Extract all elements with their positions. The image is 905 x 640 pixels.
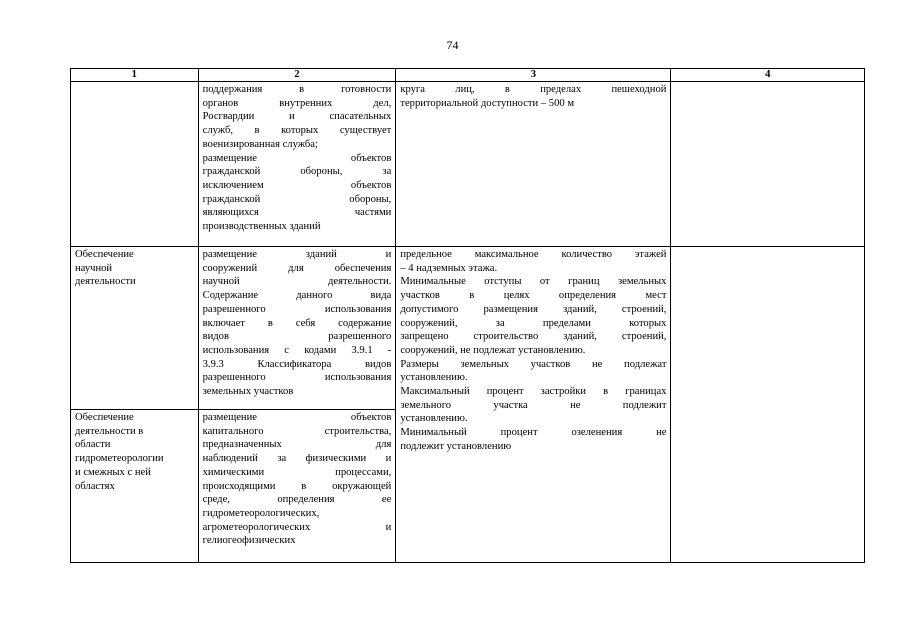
text-line: поддержания в готовности bbox=[202, 84, 392, 95]
header-col-4: 4 bbox=[671, 69, 865, 82]
text-line: Содержание данного вида bbox=[202, 290, 392, 302]
text-line: исключением объектов bbox=[202, 179, 392, 191]
text-line: среде, определения ее bbox=[202, 494, 392, 506]
cell-continued-col3 bbox=[396, 82, 671, 247]
text-line: размещение зданий и bbox=[202, 249, 392, 260]
text-line: участков в целях определения мест bbox=[400, 290, 667, 302]
cell-science-col2 bbox=[198, 247, 396, 410]
cell-merged-col3-parameters bbox=[396, 247, 671, 563]
header-col-2: 2 bbox=[198, 69, 396, 82]
text-line: территориальной доступности – 500 м bbox=[400, 97, 575, 109]
text-line: сооружений для обеспечения bbox=[202, 262, 392, 274]
text-line: земельного участка не подлежит bbox=[400, 399, 667, 411]
text-line: Росгвардии и спасательных bbox=[202, 111, 392, 123]
header-col-1: 1 bbox=[71, 69, 199, 82]
text-line: разрешенного использования bbox=[202, 303, 392, 315]
text-line: служб, в которых существует bbox=[202, 125, 392, 137]
text-line: установлению. bbox=[400, 372, 468, 384]
text-line: военизированная служба; bbox=[202, 138, 318, 150]
cell-continued-col1 bbox=[71, 82, 199, 247]
text-line: научной bbox=[75, 262, 113, 274]
text-line: агрометеорологических и bbox=[202, 521, 392, 533]
cell-hydromet-col1 bbox=[71, 410, 199, 563]
text-line: Минимальный процент озеленения не bbox=[400, 427, 667, 439]
text-line: областях bbox=[75, 480, 115, 492]
text-line: размещение объектов bbox=[202, 152, 392, 164]
text-line: разрешенного использования bbox=[202, 372, 392, 384]
page-number: 74 bbox=[446, 38, 459, 52]
header-col-3: 3 bbox=[396, 69, 671, 82]
text-line: 3.9.3 Классификатора видов bbox=[202, 358, 392, 370]
text-line: видов разрешенного bbox=[202, 331, 392, 343]
text-line: органов внутренних дел, bbox=[202, 97, 392, 109]
text-line: производственных зданий bbox=[202, 221, 321, 233]
text-line: деятельности в bbox=[75, 425, 144, 437]
table-row bbox=[71, 82, 865, 247]
cell-continued-col2 bbox=[198, 82, 396, 247]
cell-continued-col4 bbox=[671, 82, 865, 247]
text-line: и смежных с ней bbox=[75, 466, 151, 478]
text-line: гражданской обороны, за bbox=[202, 166, 392, 178]
text-line: предельное максимальное количество этажей bbox=[400, 249, 667, 260]
text-line: деятельности bbox=[75, 276, 136, 288]
text-line: Обеспечение bbox=[75, 412, 134, 423]
text-line: области bbox=[75, 439, 111, 451]
text-line: сооружений, за пределами которых bbox=[400, 317, 667, 329]
text-line: сооружений, не подлежат установлению. bbox=[400, 344, 586, 356]
text-line: Размеры земельных участков не подлежат bbox=[400, 358, 667, 370]
cell-hydromet-col2 bbox=[198, 410, 396, 563]
text-line: происходящими в окружающей bbox=[202, 480, 392, 492]
text-line: гидрометеорологии bbox=[75, 453, 164, 465]
text-line: установлению. bbox=[400, 413, 468, 425]
text-line: Максимальный процент застройки в границах bbox=[400, 386, 667, 398]
cell-merged-col4 bbox=[671, 247, 865, 563]
text-line: допустимого размещения зданий, строений, bbox=[400, 303, 667, 315]
cell-science-col1 bbox=[71, 247, 199, 410]
text-line: являющихся частями bbox=[202, 207, 392, 219]
regulations-table bbox=[70, 68, 865, 563]
text-line: наблюдений за физическими и bbox=[202, 453, 392, 465]
text-line: – 4 надземных этажа. bbox=[400, 262, 498, 274]
text-line: гражданской обороны, bbox=[202, 193, 392, 205]
text-line: земельных участков bbox=[202, 386, 294, 398]
text-line: подлежит установлению bbox=[400, 440, 512, 452]
text-line: размещение объектов bbox=[202, 412, 392, 423]
text-line: предназначенных для bbox=[202, 439, 392, 451]
text-line: использования с кодами 3.9.1 - bbox=[202, 344, 392, 356]
text-line: гидрометеорологических, bbox=[202, 507, 320, 519]
text-line: капитального строительства, bbox=[202, 425, 392, 437]
text-line: круга лиц, в пределах пешеходной bbox=[400, 84, 667, 95]
text-line: научной деятельности. bbox=[202, 276, 392, 288]
text-line: Обеспечение bbox=[75, 249, 134, 260]
text-line: гелиогеофизических bbox=[202, 535, 296, 547]
text-line: включает в себя содержание bbox=[202, 317, 392, 329]
text-line: Минимальные отступы от границ земельных bbox=[400, 276, 667, 288]
table-row bbox=[71, 247, 865, 410]
table-header-row bbox=[71, 69, 865, 82]
text-line: запрещено строительство зданий, строений, bbox=[400, 331, 667, 343]
text-line: химическими процессами, bbox=[202, 466, 392, 478]
